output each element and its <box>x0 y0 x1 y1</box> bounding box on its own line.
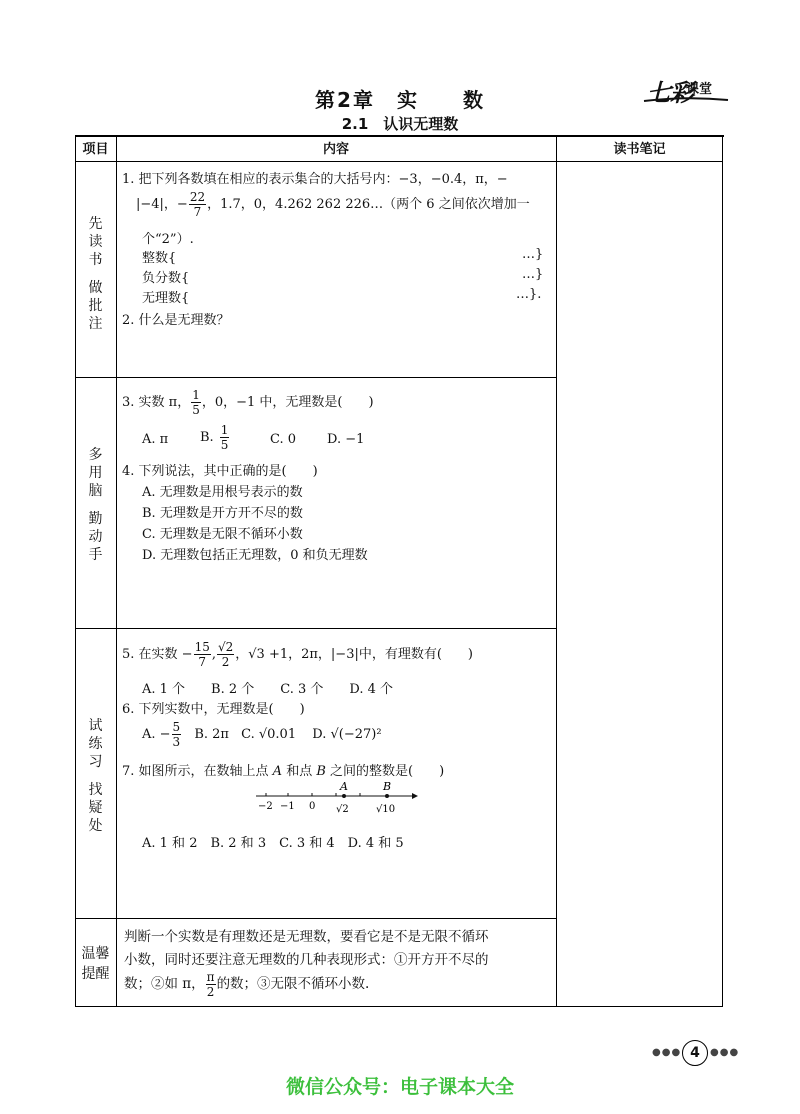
axis-label-neg1: −1 <box>280 801 295 812</box>
q5-stem: 5. 在实数 − $\frac{15}{7}$ , $\frac{√2}{2}$ ，√3 +1，2π，|−3|中，有理数有( ) <box>122 640 473 669</box>
page-number: 4 <box>682 1040 708 1066</box>
q1-line2: |−4|，− $\frac{22}{7}$ ，1.7，0，4.262 262 226…（两个 6 之间依次增加一 <box>136 190 530 219</box>
q1-set-integers-end: …} <box>522 247 544 262</box>
brand-logo-small-text: 课堂 <box>686 82 713 97</box>
header-notes: 读书笔记 <box>613 142 666 157</box>
q7-stem: 7. 如图所示，在数轴上点 A 和点 B 之间的整数是( ) <box>122 764 445 779</box>
page-number-dots-right: ●●● <box>710 1047 740 1058</box>
q3-option-b: B. $\frac{1}{5}$ <box>200 423 229 452</box>
q4-option-d: D. 无理数包括正无理数，0 和负无理数 <box>142 548 368 563</box>
point-a-label: A <box>340 780 348 793</box>
section-title: 2.1 认识无理数 <box>341 115 459 133</box>
q3-option-a: A. π <box>142 432 169 447</box>
axis-label-sqrt10: √10 <box>376 804 396 815</box>
q6-options: A. − $\frac{5}{3}$ B. 2π C. √0.01 D. √(−27)² <box>142 720 382 749</box>
tip-line1: 判断一个实数是有理数还是无理数，要看它是不是无限不循环 <box>124 929 489 945</box>
q7-options: A. 1 和 2 B. 2 和 3 C. 3 和 4 D. 4 和 5 <box>142 836 404 851</box>
q4-option-b: B. 无理数是开方开不尽的数 <box>142 506 303 521</box>
q1-set-neg-fractions-end: …} <box>522 267 544 282</box>
row-rule-3 <box>75 918 556 919</box>
brand-logo-text: 七彩 <box>647 78 693 107</box>
header-item: 项目 <box>82 142 109 157</box>
axis-label-sqrt2: √2 <box>336 804 349 815</box>
page-number-dots-left: ●●● <box>652 1047 682 1058</box>
row-label-read: 先 读 书 做 批 注 <box>88 216 103 332</box>
q4-option-c: C. 无理数是无限不循环小数 <box>142 527 303 542</box>
header-content: 内容 <box>322 142 349 157</box>
table-divider-2 <box>556 137 557 1007</box>
row-label-tip: 温馨 提醒 <box>81 946 110 982</box>
number-line-figure <box>252 776 422 818</box>
footer-watermark: 微信公众号：电子课本大全 <box>285 1076 514 1098</box>
row-label-think: 多 用 脑 勤 动 手 <box>88 447 103 563</box>
q1-line1: 1. 把下列各数填在相应的表示集合的大括号内：−3，−0.4，π，− <box>122 172 508 187</box>
row-rule-1 <box>75 377 556 378</box>
q4-option-a: A. 无理数是用根号表示的数 <box>142 485 303 500</box>
q2-stem: 2. 什么是无理数？ <box>122 313 230 328</box>
axis-label-neg2: −2 <box>258 801 273 812</box>
q5-options: A. 1 个 B. 2 个 C. 3 个 D. 4 个 <box>142 682 394 697</box>
q1-set-neg-fractions: 负分数{ <box>142 271 190 286</box>
q4-stem: 4. 下列说法，其中正确的是( ) <box>122 464 318 479</box>
q3-stem: 3. 实数 π， $\frac{1}{5}$ ，0，−1 中，无理数是( ) <box>122 388 374 417</box>
point-a-dot <box>342 794 346 798</box>
q1-set-irrationals-end: …}. <box>516 287 542 302</box>
q1-set-integers: 整数{ <box>142 251 177 266</box>
row-rule-2 <box>75 628 556 629</box>
point-b-dot <box>385 794 389 798</box>
q3-option-d: D. −1 <box>327 432 365 447</box>
q3-option-c: C. 0 <box>270 432 297 447</box>
table-divider-1 <box>116 137 117 1007</box>
axis-label-0: 0 <box>309 801 316 812</box>
row-label-practice: 试 练 习 找 疑 处 <box>88 718 103 834</box>
header-rule <box>75 161 723 162</box>
tip-line3: 数；②如 π， $\frac{\pi}{2}$ 的数；③无限不循环小数. <box>124 970 370 999</box>
point-b-label: B <box>383 780 392 793</box>
q1-set-irrationals: 无理数{ <box>142 291 190 306</box>
q6-stem: 6. 下列实数中，无理数是( ) <box>122 702 305 717</box>
tip-line2: 小数，同时还要注意无理数的几种表现形式：①开方开不尽的 <box>124 952 489 968</box>
chapter-title: 第2章 实 数 <box>315 88 485 112</box>
q1-line3: 个“2”）. <box>142 232 194 247</box>
